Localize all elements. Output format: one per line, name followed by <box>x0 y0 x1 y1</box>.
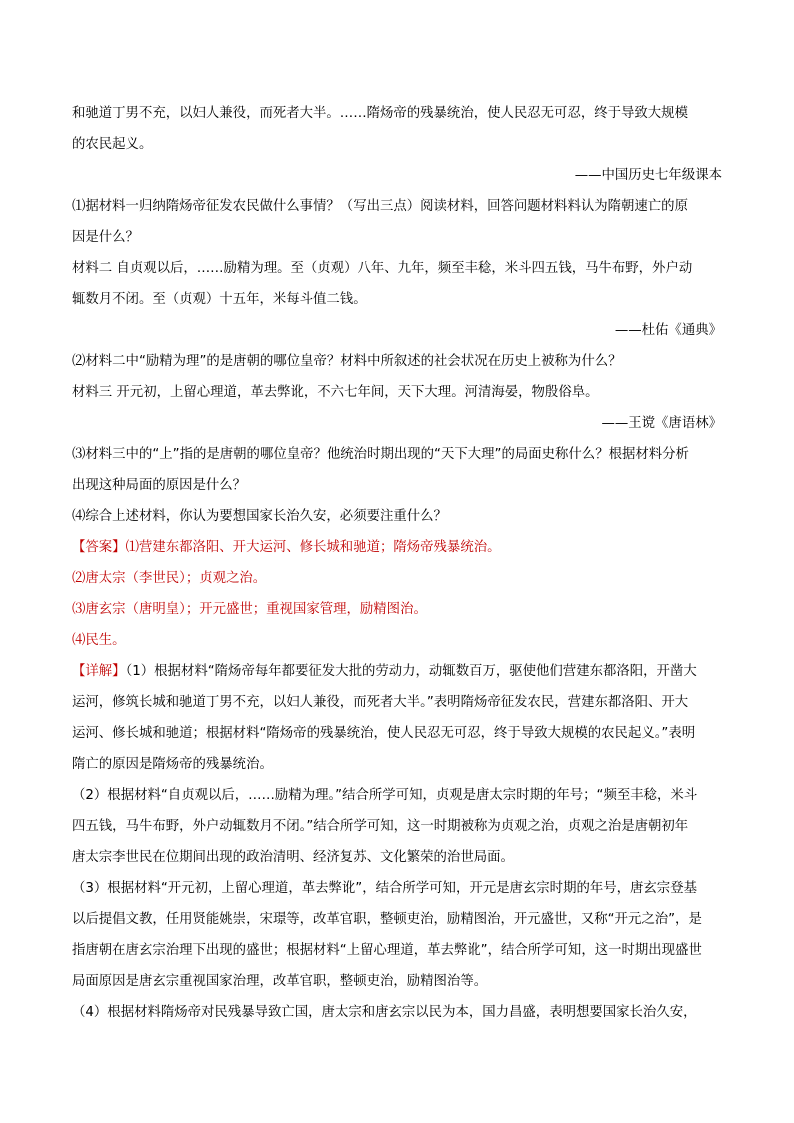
material3-line1: 材料三 开元初，上留心理道，革去弊讹，不六七年间，天下大理。河清海晏，物殷俗阜。 <box>72 385 599 400</box>
material3-source: ——王谠《唐语林》 <box>601 416 722 431</box>
answer-item-1: ⑴营建东都洛阳、开大运河、修长城和驰道；隋炀帝残暴统治。 <box>125 540 501 555</box>
detail-p3-line4: 局面原因是唐玄宗重视国家治理，改革官职，整顿吏治，励精图治等。 <box>72 974 488 989</box>
detail-p2-line1: （2）根据材料“自贞观以后，……励精为理。”结合所学可知，贞观是唐太宗时期的年号；“频至丰稔，米斗 <box>72 788 698 803</box>
answer-item-3: ⑶唐玄宗（唐明皇）；开元盛世；重视国家管理，励精图治。 <box>72 602 427 617</box>
question1-line1: ⑴据材料一归纳隋炀帝征发农民做什么事情？（写出三点）阅读材料，回答问题材料料认为隋朝速亡的原 <box>72 199 688 214</box>
detail-p4-line1: （4）根据材料隋炀帝对民残暴导致亡国，唐太宗和唐玄宗以民为本，国力昌盛，表明想要国家长治久安， <box>72 1005 697 1020</box>
material1-line2: 的农民起义。 <box>72 137 153 152</box>
material2-source: ——杜佑《通典》 <box>614 323 722 338</box>
material2-line2: 辄数月不闭。至（贞观）十五年，米每斗值二钱。 <box>72 292 367 307</box>
detail-p1-line2: 运河，修筑长城和驰道丁男不充，以妇人兼役，而死者大半。”表明隋炀帝征发农民，营建东都洛阳、开大 <box>72 695 689 710</box>
answer-tag: 【答案】 <box>72 540 126 555</box>
question3-line1: ⑶材料三中的“上”指的是唐朝的哪位皇帝？他统治时期出现的“天下大理”的局面史称什么？根据材料分析 <box>72 447 689 462</box>
detail-p2-line3: 唐太宗李世民在位期间出现的政治清明、经济复苏、文化繁荣的治世局面。 <box>72 850 514 865</box>
detail-p1-line4: 隋亡的原因是隋炀帝的残暴统治。 <box>72 757 273 772</box>
detail-p1-line1 <box>72 656 722 687</box>
detail-p2-line2: 四五钱，马牛布野，外户动辄数月不闭。”结合所学可知，这一时期被称为贞观之治，贞观之治是唐朝初年 <box>72 819 689 834</box>
detail-p1-line3: 运河、修长城和驰道；根据材料“隋炀帝的残暴统治，使人民忍无可忍，终于导致大规模的农民起义。”表明 <box>72 726 696 741</box>
material2-line1: 材料二 自贞观以后，……励精为理。至（贞观）八年、九年，频至丰稔，米斗四五钱，马牛布野，外户动 <box>72 261 693 276</box>
detail-p3-line3: 指唐朝在唐玄宗治理下出现的盛世；根据材料“上留心理道，革去弊讹”，结合所学可知，这一时期出现盛世 <box>72 943 702 958</box>
answer-line1 <box>72 532 722 563</box>
answer-item-2: ⑵唐太宗（李世民）；贞观之治。 <box>72 571 267 586</box>
detail-tag: 【详解】 <box>72 664 126 679</box>
detail-p3-line1: （3）根据材料“开元初，上留心理道，革去弊讹”，结合所学可知，开元是唐玄宗时期的年号，唐玄宗登基 <box>72 881 697 896</box>
question4-line1: ⑷综合上述材料，你认为要想国家长治久安，必须要注重什么？ <box>72 509 447 524</box>
detail-p1-text1: （1）根据材料“隋炀帝每年都要征发大批的劳动力，动辄数百万，驱使他们营建东都洛阳，开凿大 <box>125 664 697 679</box>
answer-item-4: ⑷民生。 <box>72 633 126 648</box>
question3-line2: 出现这种局面的原因是什么？ <box>72 478 247 493</box>
question2-line1: ⑵材料二中“励精为理”的是唐朝的哪位皇帝？材料中所叙述的社会状况在历史上被称为什么？ <box>72 354 622 369</box>
material1-line1: 和驰道丁男不充，以妇人兼役，而死者大半。……隋炀帝的残暴统治，使人民忍无可忍，终于导致大规模 <box>72 106 688 121</box>
question1-line2: 因是什么？ <box>72 230 139 245</box>
detail-p3-line2: 以后提倡文教，任用贤能姚崇，宋璟等，改革官职，整顿吏治，励精图治，开元盛世，又称“开元之治”，是 <box>72 912 702 927</box>
material1-source: ——中国历史七年级课本 <box>574 168 722 183</box>
document-page <box>72 98 722 1028</box>
